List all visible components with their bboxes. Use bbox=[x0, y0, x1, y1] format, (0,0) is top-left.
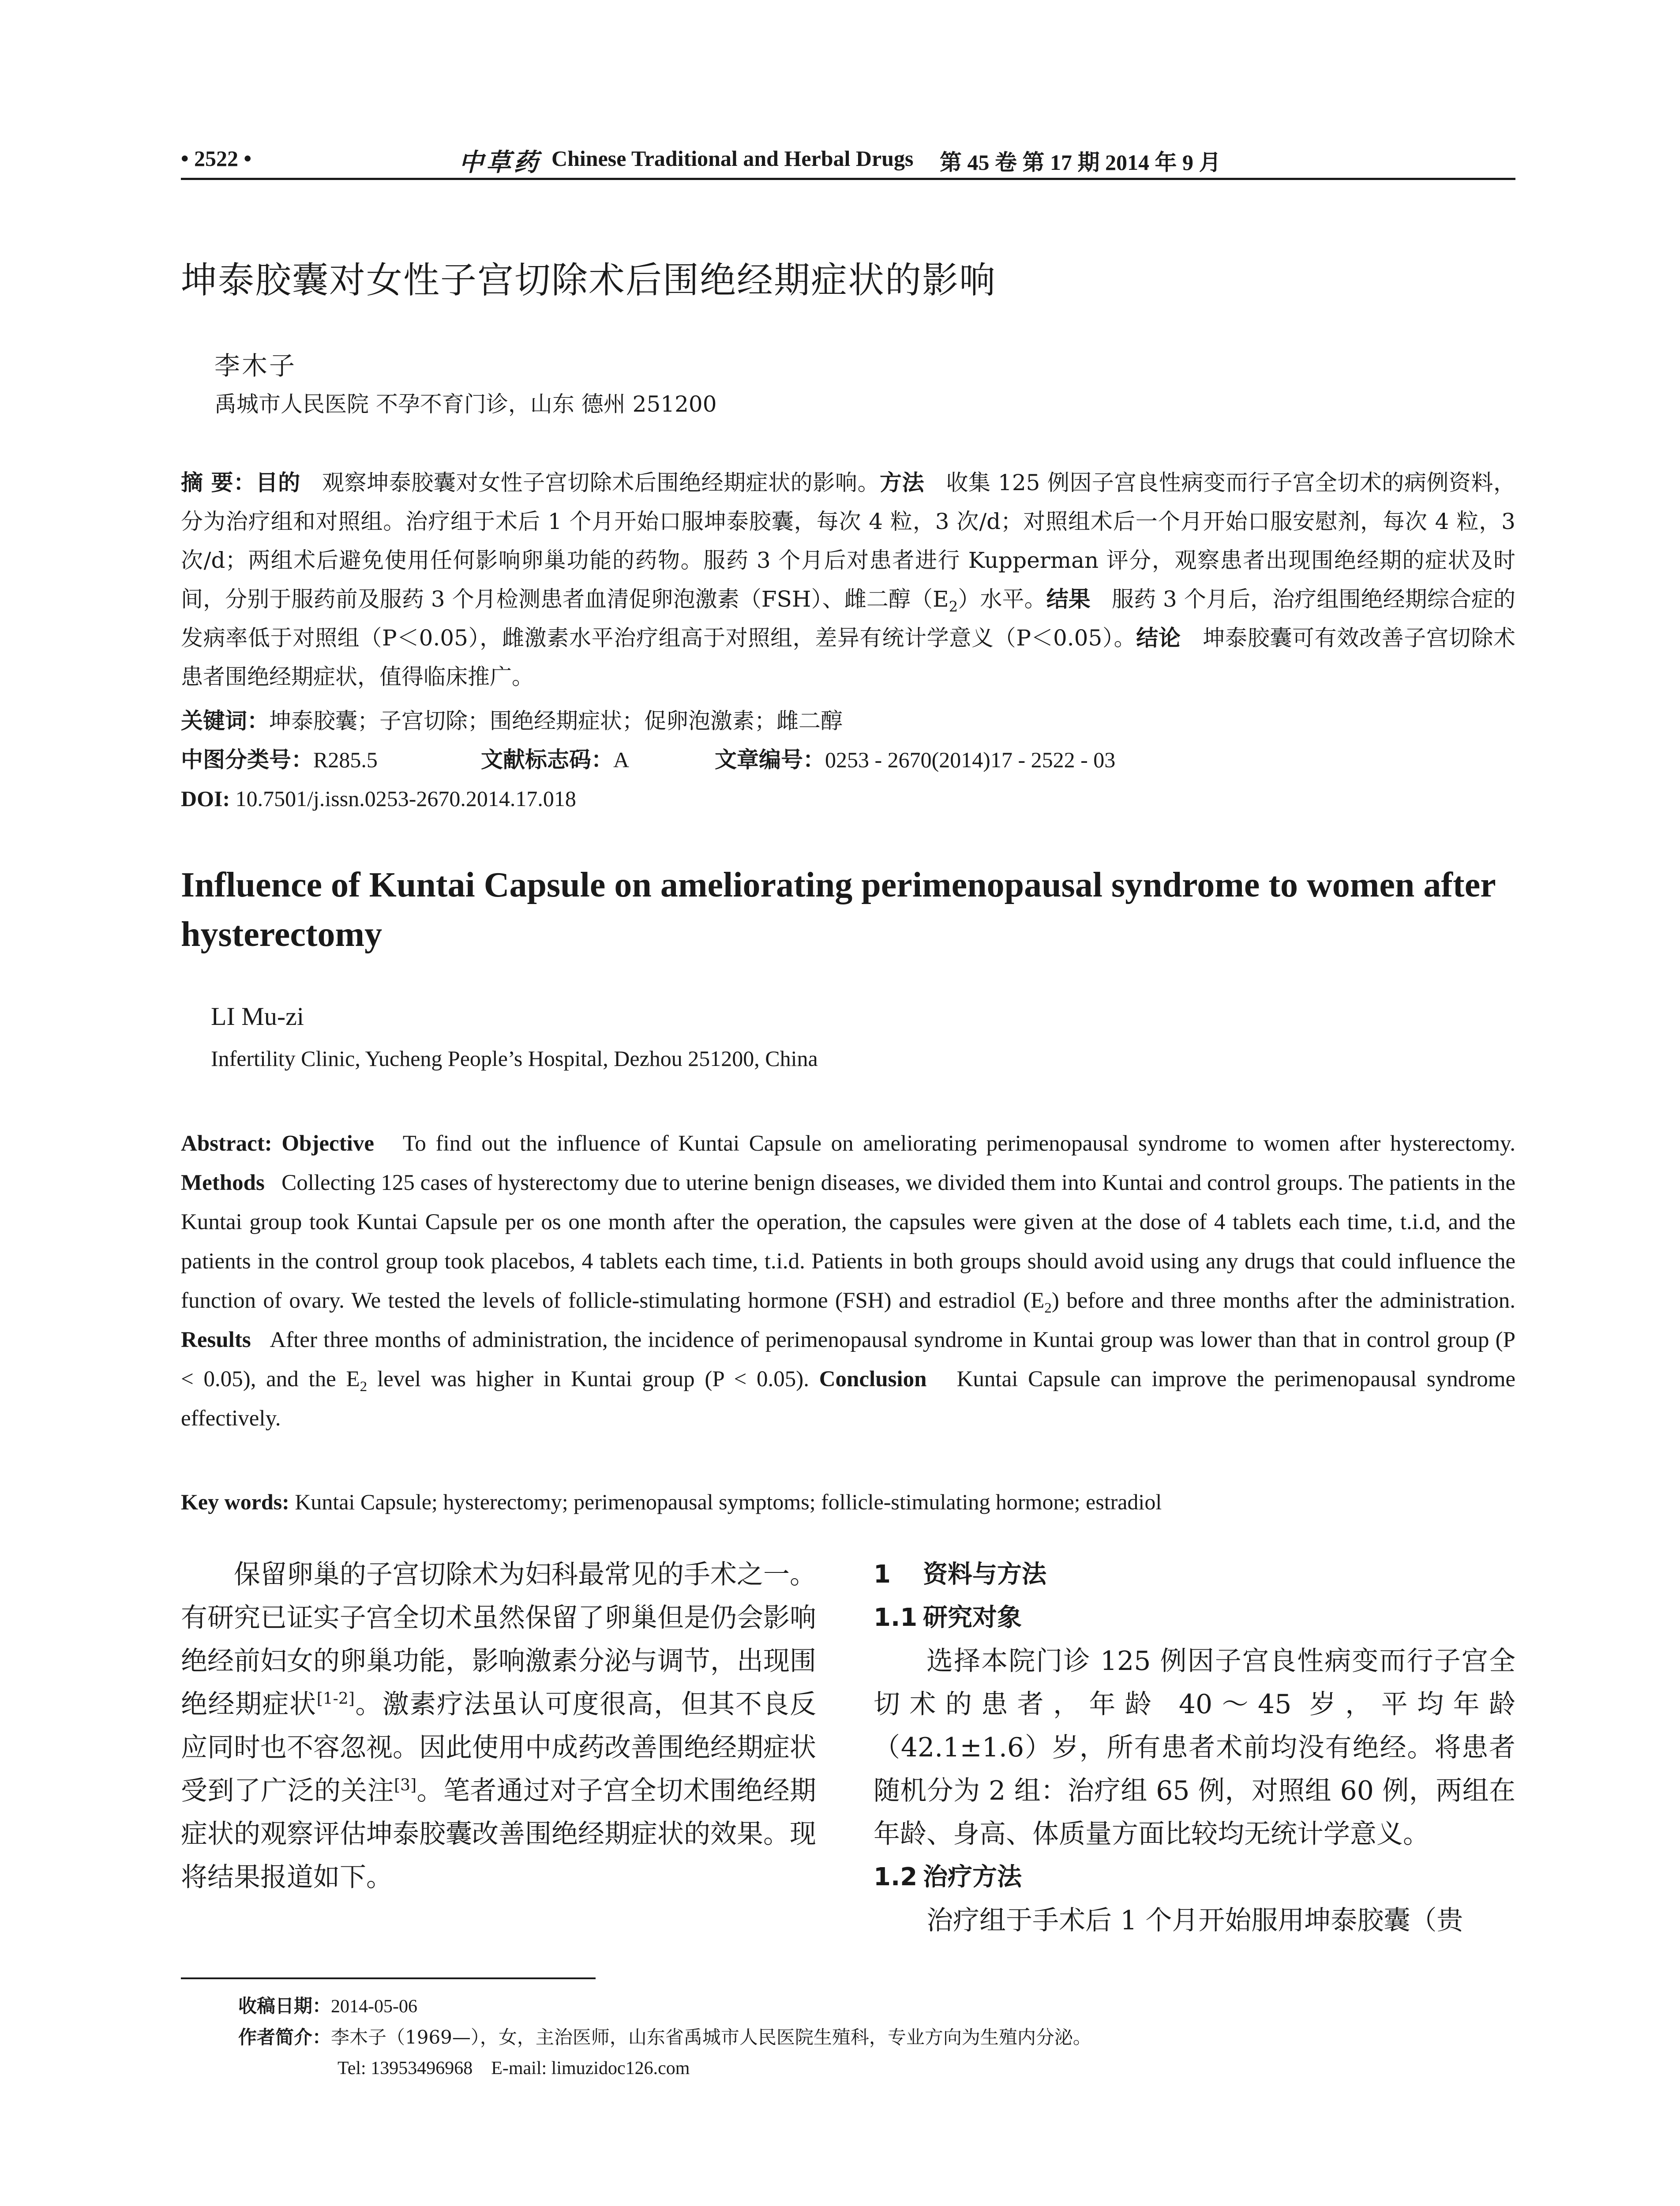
objective-text-cn: 观察坤泰胶囊对女性子宫切除术后围绝经期症状的影响。 bbox=[322, 470, 880, 495]
intro-text-a: 保留卵巢的子宫切除术为妇科最常见的手术之一。有研究已证实子宫全切术虽然保留了卵巢但是仍会影响绝经前妇女的卵巢功能，影响激素分泌与调节，出现围绝经期症状 bbox=[181, 1559, 816, 1720]
article-title-cn: 坤泰胶囊对女性子宫切除术后围绝经期症状的影响 bbox=[181, 259, 997, 301]
intro-text-b: 。激素疗法虽认可度很高，但其不良反应同时也不容忽视。因此使用中成药改善围绝经期症状受到了广泛的关注 bbox=[181, 1689, 817, 1806]
conclusion-label-cn: 结论 bbox=[1136, 625, 1181, 651]
keywords-en-label: Key words: bbox=[181, 1489, 289, 1514]
journal-name-cn: 中草药 bbox=[459, 148, 541, 177]
keywords-en bbox=[181, 1482, 1515, 1522]
section-1-number: 1 bbox=[874, 1560, 891, 1589]
methods-label-en: Methods bbox=[181, 1171, 265, 1195]
document-code bbox=[481, 740, 629, 779]
clc-label: 中图分类号： bbox=[181, 747, 313, 773]
article-number bbox=[715, 740, 1115, 779]
objective-label-en: Objective bbox=[281, 1131, 374, 1156]
body-column-left bbox=[181, 1553, 816, 1899]
abstract-cn bbox=[181, 463, 1515, 696]
citation-3[interactable]: [3] bbox=[394, 1776, 417, 1794]
methods-tail-cn: ）水平。 bbox=[958, 586, 1046, 612]
classification-line bbox=[181, 740, 1515, 779]
conclusion-text-cn: 坤泰胶囊可有效改善子宫切除术患者围绝经期症状，值得临床推广。 bbox=[181, 625, 1516, 690]
article-title-en: Influence of Kuntai Capsule on ameliorating perimenopausal syndrome to women after hysterectomy bbox=[181, 866, 1496, 954]
doi-label: DOI: bbox=[181, 786, 230, 811]
clc-number bbox=[181, 740, 378, 779]
methods-text-cn: 收集 125 例因子宫良性病变而行子宫全切术的病例资料，分为治疗组和对照组。治疗组于术后 1 个月开始口服坤泰胶囊，每次 4 粒，3 次/d；对照组术后一个月开始口服安慰剂，每次 4 粒，3 次/d；两组术后避免使用任何影响卵巢功能的药物。服药 3 个月后对患者进行 Kupperman 评分，观察患者出现围绝经期的症状及时间，分别于服药前及服药 3 个月检测患者血清促卵泡激素（FSH）、雌二醇（E bbox=[181, 470, 1516, 612]
section-1-2-title: 治疗方法 bbox=[923, 1863, 1022, 1891]
objective-text-en: To find out the influence of Kuntai Capsule on ameliorating perimenopausal syndrome to women after hysterectomy. bbox=[402, 1131, 1515, 1156]
methods-tail-en: ) before and three months after the administration. bbox=[1051, 1288, 1515, 1313]
methods-subscript-en: 2 bbox=[1044, 1300, 1052, 1317]
issue-info: 第 45 卷 第 17 期 2014 年 9 月 bbox=[940, 150, 1221, 175]
methods-subscript-cn: 2 bbox=[949, 598, 958, 615]
doc-code-label: 文献标志码： bbox=[481, 747, 613, 773]
doc-code-value: A bbox=[613, 747, 630, 772]
section-1-title: 资料与方法 bbox=[923, 1560, 1046, 1589]
section-1-1-paragraph: 选择本院门诊 125 例因子宫良性病变而行子宫全切术的患者，年龄 40～45 岁，平均年龄（42.1±1.6）岁，所有患者术前均没有绝经。将患者随机分为 2 组：治疗组 65 例，对照组 60 例，两组在年龄、身高、体质量方面比较均无统计学意义。 bbox=[874, 1646, 1515, 1850]
section-1-2-paragraph: 治疗组于手术后 1 个月开始服用坤泰胶囊（贵 bbox=[926, 1905, 1463, 1936]
running-header bbox=[181, 140, 1515, 176]
results-subscript-en: 2 bbox=[360, 1378, 368, 1395]
results-label-cn: 结果 bbox=[1046, 586, 1091, 612]
results-text-en-b: level was higher in Kuntai group (P < 0.05). bbox=[367, 1367, 809, 1392]
journal-name-en: Chinese Traditional and Herbal Drugs bbox=[551, 146, 914, 171]
doi-value[interactable]: 10.7501/j.issn.0253-2670.2014.17.018 bbox=[235, 786, 576, 811]
methods-text-en: Collecting 125 cases of hysterectomy due to uterine benign diseases, we divided them into Kuntai and control groups. The patients in the Kuntai group took Kuntai Capsule per os one month after the operation, the capsules were given at the dose of 4 tablets each time, t.i.d, and the patients in the control group took placebos, 4 tablets each time, t.i.d. Patients in both groups should avoid using any drugs that could influence the function of ovary. We tested the levels of follicle-stimulating hormone (FSH) and estradiol (E bbox=[181, 1171, 1515, 1313]
article-number-label: 文章编号： bbox=[715, 747, 825, 773]
citation-1-2[interactable]: [1-2] bbox=[316, 1690, 355, 1708]
section-1-2-number: 1.2 bbox=[874, 1863, 918, 1891]
article-number-value: 0253 - 2670(2014)17 - 2522 - 03 bbox=[825, 747, 1116, 772]
objective-label-cn: 目的 bbox=[255, 470, 300, 495]
footnote-rule bbox=[181, 1977, 596, 1979]
conclusion-label-en: Conclusion bbox=[819, 1367, 927, 1392]
intro-text-c: 。笔者通过对子宫全切术围绝经期症状的观察评估坤泰胶囊改善围绝经期症状的效果。现将结果报道如下。 bbox=[181, 1775, 817, 1893]
results-text-cn: 服药 3 个月后，治疗组围绝经期综合症的发病率低于对照组（P＜0.05），雌激素水平治疗组高于对照组，差异有统计学意义（P＜0.05）。 bbox=[181, 586, 1516, 651]
page-number: • 2522 • bbox=[181, 146, 252, 171]
author-bio bbox=[238, 2022, 1518, 2053]
results-label-en: Results bbox=[181, 1328, 251, 1352]
section-heading-1-1 bbox=[874, 1596, 1515, 1639]
author-name-en: LI Mu-zi bbox=[211, 1002, 304, 1031]
keywords-cn bbox=[181, 702, 1515, 740]
author-contact: Tel: 13953496968 E-mail: limuzidoc126.com bbox=[338, 2058, 690, 2078]
conclusion-text-en: Kuntai Capsule can improve the perimenopausal syndrome effectively. bbox=[181, 1367, 1516, 1431]
doi bbox=[181, 779, 1515, 818]
footnotes bbox=[238, 1991, 1518, 2084]
author-name-cn: 李木子 bbox=[214, 351, 297, 381]
header-rule bbox=[181, 178, 1515, 180]
affiliation-cn: 禹城市人民医院 不孕不育门诊，山东 德州 251200 bbox=[214, 391, 717, 417]
section-heading-1-2 bbox=[874, 1856, 1515, 1899]
keywords-en-text: Kuntai Capsule; hysterectomy; perimenopausal symptoms; follicle-stimulating hormone; estradiol bbox=[295, 1489, 1162, 1514]
affiliation-en: Infertility Clinic, Yucheng People’s Hospital, Dezhou 251200, China bbox=[211, 1046, 818, 1071]
keywords-cn-text: 坤泰胶囊；子宫切除；围绝经期症状；促卵泡激素；雌二醇 bbox=[269, 708, 843, 734]
keywords-cn-label: 关键词： bbox=[181, 708, 269, 734]
intro-paragraph bbox=[181, 1553, 816, 1899]
received-date bbox=[238, 1991, 1518, 2022]
bio-text: 李木子（1969—），女，主治医师，山东省禹城市人民医院生殖科，专业方向为生殖内分泌。 bbox=[331, 2026, 1091, 2048]
body-column-right bbox=[874, 1553, 1515, 1942]
abstract-cn-label: 摘 要： bbox=[181, 470, 256, 495]
abstract-en-label: Abstract: bbox=[181, 1131, 272, 1156]
section-1-1-title: 研究对象 bbox=[923, 1603, 1022, 1632]
bio-label: 作者简介： bbox=[238, 2026, 331, 2048]
abstract-en bbox=[181, 1124, 1515, 1438]
clc-value: R285.5 bbox=[313, 747, 378, 772]
results-text-en-a: After three months of administration, the incidence of perimenopausal syndrome in Kuntai group was lower than that in control group (P < 0.05), and the E bbox=[181, 1328, 1515, 1392]
section-heading-1 bbox=[874, 1553, 1515, 1596]
received-value: 2014-05-06 bbox=[331, 1996, 417, 2017]
section-1-1-number: 1.1 bbox=[874, 1603, 918, 1632]
received-label: 收稿日期： bbox=[238, 1995, 331, 2017]
methods-label-cn: 方法 bbox=[880, 470, 925, 495]
